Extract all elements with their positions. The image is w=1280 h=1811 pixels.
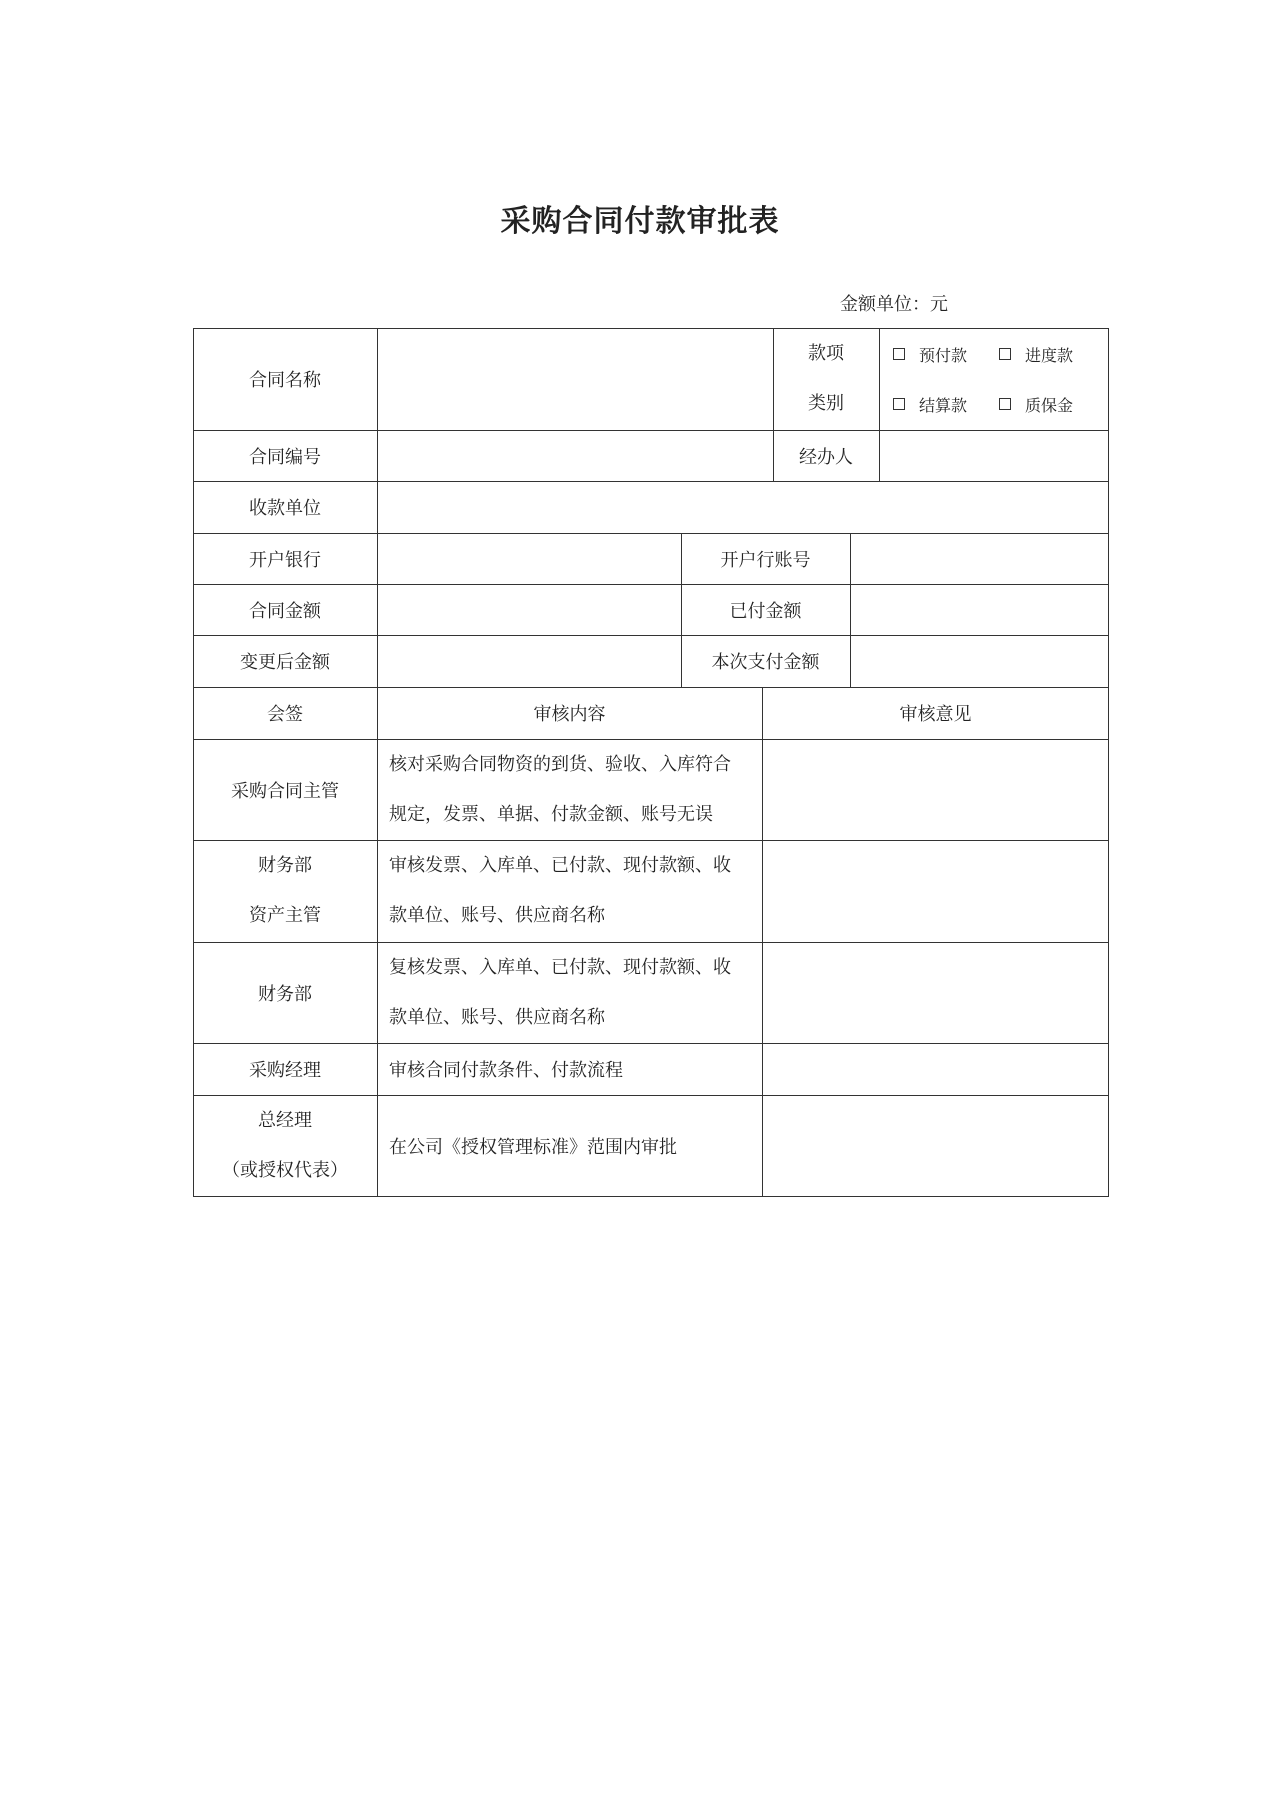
review-content: 复核发票、入库单、已付款、现付款额、收 款单位、账号、供应商名称 <box>389 956 731 1028</box>
option-settlement[interactable]: 结算款 <box>893 392 967 416</box>
review-content: 在公司《授权管理标准》范围内审批 <box>389 1137 677 1158</box>
paid-amount-field[interactable] <box>850 584 1109 635</box>
contract-no-label: 合同编号 <box>249 446 321 468</box>
option-warranty-deposit[interactable]: 质保金 <box>999 392 1073 416</box>
review-content: 审核发票、入库单、已付款、现付款额、收 款单位、账号、供应商名称 <box>389 855 731 926</box>
current-payment-label: 本次支付金额 <box>711 652 820 673</box>
review-opinion-field[interactable] <box>762 942 1109 1043</box>
bank-account-label: 开户行账号 <box>720 549 811 571</box>
review-role: 财务部 <box>258 983 312 1005</box>
checkbox-icon[interactable] <box>893 348 905 360</box>
contract-name-label: 合同名称 <box>249 370 321 391</box>
review-opinion-field[interactable] <box>762 840 1109 942</box>
review-content: 审核合同付款条件、付款流程 <box>389 1060 623 1081</box>
page-title: 采购合同付款审批表 <box>500 204 780 239</box>
handler-field[interactable] <box>879 430 1109 481</box>
review-role: 采购经理 <box>249 1060 321 1081</box>
payment-type-label: 款项 类别 <box>808 343 844 414</box>
changed-amount-label: 变更后金额 <box>240 652 330 673</box>
checkbox-icon[interactable] <box>999 348 1011 360</box>
option-progress-payment[interactable]: 进度款 <box>999 342 1073 366</box>
bank-label: 开户银行 <box>249 549 321 571</box>
contract-name-field[interactable] <box>377 328 773 430</box>
handler-label: 经办人 <box>799 446 853 468</box>
header-content: 审核内容 <box>533 704 606 725</box>
contract-amount-label: 合同金额 <box>249 600 321 622</box>
review-opinion-field[interactable] <box>762 1095 1109 1197</box>
review-opinion-field[interactable] <box>762 1043 1109 1095</box>
header-opinion: 审核意见 <box>899 704 972 725</box>
review-opinion-field[interactable] <box>762 739 1109 840</box>
bank-account-field[interactable] <box>850 533 1109 584</box>
amount-unit-label: 金额单位：元 <box>840 294 948 315</box>
bank-field[interactable] <box>377 533 681 584</box>
contract-amount-field[interactable] <box>377 584 681 635</box>
checkbox-icon[interactable] <box>893 398 905 410</box>
review-content: 核对采购合同物资的到货、验收、入库符合 规定，发票、单据、付款金额、账号无误 <box>389 753 731 825</box>
current-payment-field[interactable] <box>850 635 1109 687</box>
payee-label: 收款单位 <box>249 498 321 519</box>
payee-field[interactable] <box>377 481 1109 533</box>
header-sign: 会签 <box>267 704 303 725</box>
contract-no-field[interactable] <box>377 430 773 481</box>
checkbox-icon[interactable] <box>999 398 1011 410</box>
option-prepayment[interactable]: 预付款 <box>893 342 967 366</box>
review-role: 总经理 （或授权代表） <box>222 1110 348 1181</box>
review-role: 采购合同主管 <box>231 780 339 802</box>
changed-amount-field[interactable] <box>377 635 681 687</box>
paid-amount-label: 已付金额 <box>729 600 802 622</box>
review-role: 财务部 资产主管 <box>249 855 321 926</box>
